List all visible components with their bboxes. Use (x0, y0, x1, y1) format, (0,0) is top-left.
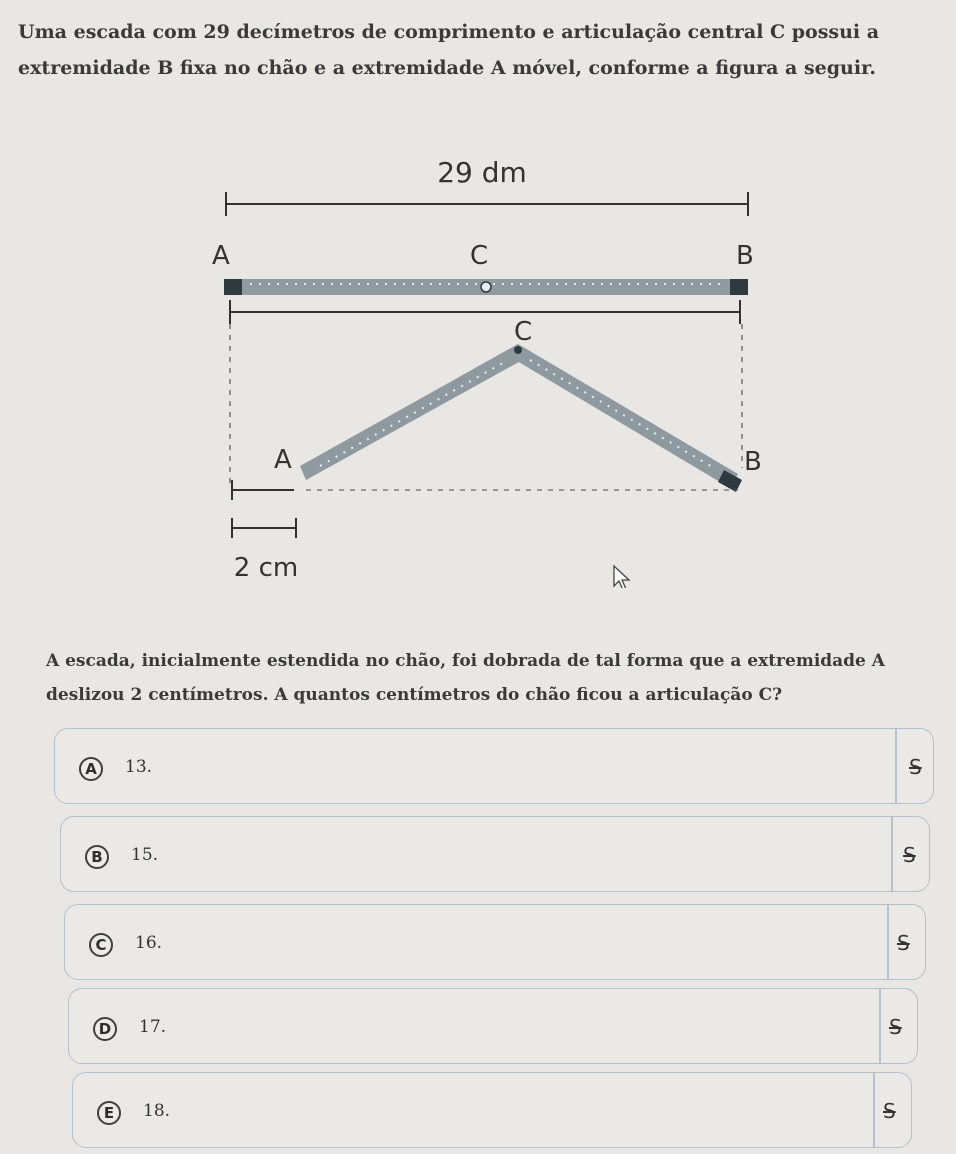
strike-icon[interactable]: S (897, 931, 910, 955)
option-e[interactable] (72, 1072, 912, 1148)
option-c-letter: C (89, 933, 113, 957)
option-a-letter: A (79, 757, 103, 781)
option-d-letter: D (93, 1017, 117, 1041)
strike-icon[interactable]: S (909, 755, 922, 779)
point-b-label-folded: B (744, 447, 762, 477)
option-b-value: 15. (131, 845, 159, 865)
straight-ladder (224, 279, 748, 295)
option-a-value: 13. (125, 757, 153, 777)
strike-icon[interactable]: S (889, 1015, 902, 1039)
folded-ladder (300, 344, 742, 492)
length-label: 29 dm (437, 156, 527, 189)
point-c-label-top: C (470, 241, 489, 271)
option-b-letter: B (85, 845, 109, 869)
option-e-letter: E (97, 1101, 121, 1125)
option-d[interactable] (68, 988, 918, 1064)
strike-icon[interactable]: S (883, 1099, 896, 1123)
option-b[interactable] (60, 816, 930, 892)
ladder-figure (190, 148, 790, 588)
option-d-value: 17. (139, 1017, 167, 1037)
point-a-label-folded: A (274, 445, 292, 475)
point-a-label-top: A (212, 241, 230, 271)
strike-icon[interactable]: S (903, 843, 916, 867)
option-c-value: 16. (135, 933, 163, 953)
option-a[interactable] (54, 728, 934, 804)
mouse-cursor-icon (614, 566, 629, 588)
point-c-label-folded: C (514, 317, 533, 347)
point-b-label-top: B (736, 241, 754, 271)
slide-label: 2 cm (233, 553, 299, 583)
option-c[interactable] (64, 904, 926, 980)
option-e-value: 18. (143, 1101, 171, 1121)
intro-text: Uma escada com 29 decímetros de comprimento e articulação central C possui a extremidade B fixa no chão e a extremidade A móvel, conforme a figura a seguir. (18, 21, 880, 79)
question-text: A escada, inicialmente estendida no chão, foi dobrada de tal forma que a extremidade A deslizou 2 centímetros. A quantos centímetros do chão ficou a articulação C? (46, 651, 885, 705)
